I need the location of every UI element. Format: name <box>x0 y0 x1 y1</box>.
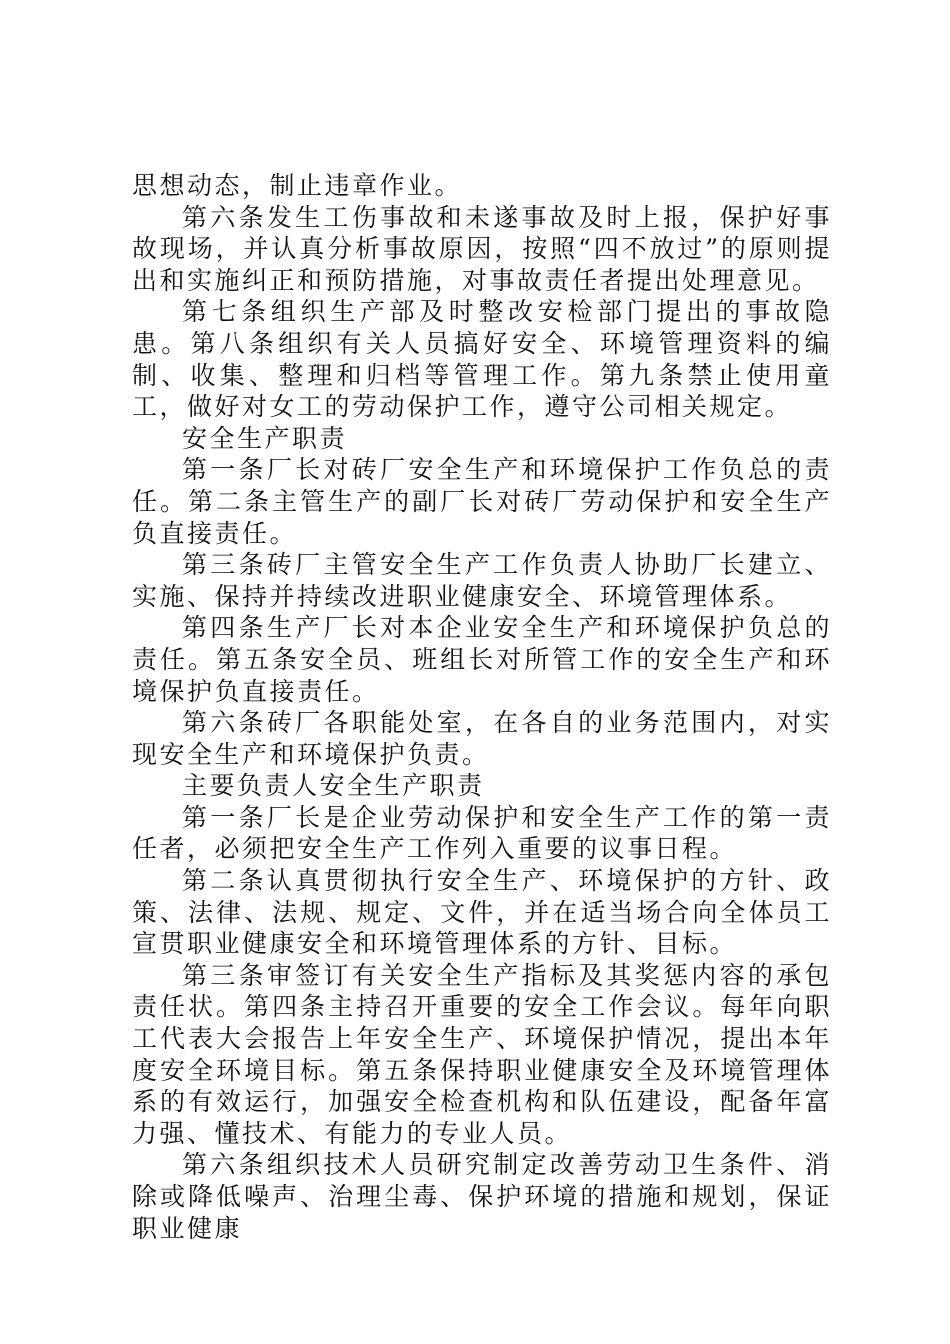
paragraph: 第六条砖厂各职能处室，在各自的业务范围内，对实现安全生产和环境保护负责。 <box>132 708 832 769</box>
document-body <box>132 170 832 1244</box>
paragraph: 第六条组织技术人员研究制定改善劳动卫生条件、消除或降低噪声、治理尘毒、保护环境的措施和规划，保证职业健康 <box>132 1150 832 1243</box>
paragraph: 第四条生产厂长对本企业安全生产和环境保护负总的责任。第五条安全员、班组长对所管工作的安全生产和环境保护负直接责任。 <box>132 613 832 706</box>
paragraph: 思想动态，制止违章作业。 <box>132 171 463 200</box>
paragraph: 第一条厂长对砖厂安全生产和环境保护工作负总的责任。第二条主管生产的副厂长对砖厂劳动保护和安全生产负直接责任。 <box>132 455 832 548</box>
section-heading: 主要负责人安全生产职责 <box>182 771 485 801</box>
paragraph: 第七条组织生产部及时整改安检部门提出的事故隐患。第八条组织有关人员搞好安全、环境管理资料的编制、收集、整理和归档等管理工作。第九条禁止使用童工，做好对女工的劳动保护工作，遵守公司相关规定。 <box>132 297 832 422</box>
paragraph: 第三条审签订有关安全生产指标及其奖惩内容的承包责任状。第四条主持召开重要的安全工作会议。每年向职工代表大会报告上年安全生产、环境保护情况，提出本年度安全环境目标。第五条保持职业健康安全及环境管理体系的有效运行，加强安全检查机构和队伍建设，配备年富力强、懂技术、有能力的专业人员。 <box>132 960 832 1148</box>
section-heading: 安全生产职责 <box>182 423 348 453</box>
paragraph: 第六条发生工伤事故和未遂事故及时上报，保护好事故现场，并认真分析事故原因，按照“四不放过”的原则提出和实施纠正和预防措施，对事故责任者提出处理意见。 <box>132 202 832 295</box>
paragraph: 第一条厂长是企业劳动保护和安全生产工作的第一责任者，必须把安全生产工作列入重要的议事日程。 <box>132 802 832 864</box>
paragraph: 第二条认真贯彻执行安全生产、环境保护的方针、政策、法律、法规、规定、文件，并在适当场合向全体员工宣贯职业健康安全和环境管理体系的方针、目标。 <box>132 866 832 959</box>
paragraph: 第三条砖厂主管安全生产工作负责人协助厂长建立、实施、保持并持续改进职业健康安全、环境管理体系。 <box>132 550 832 611</box>
